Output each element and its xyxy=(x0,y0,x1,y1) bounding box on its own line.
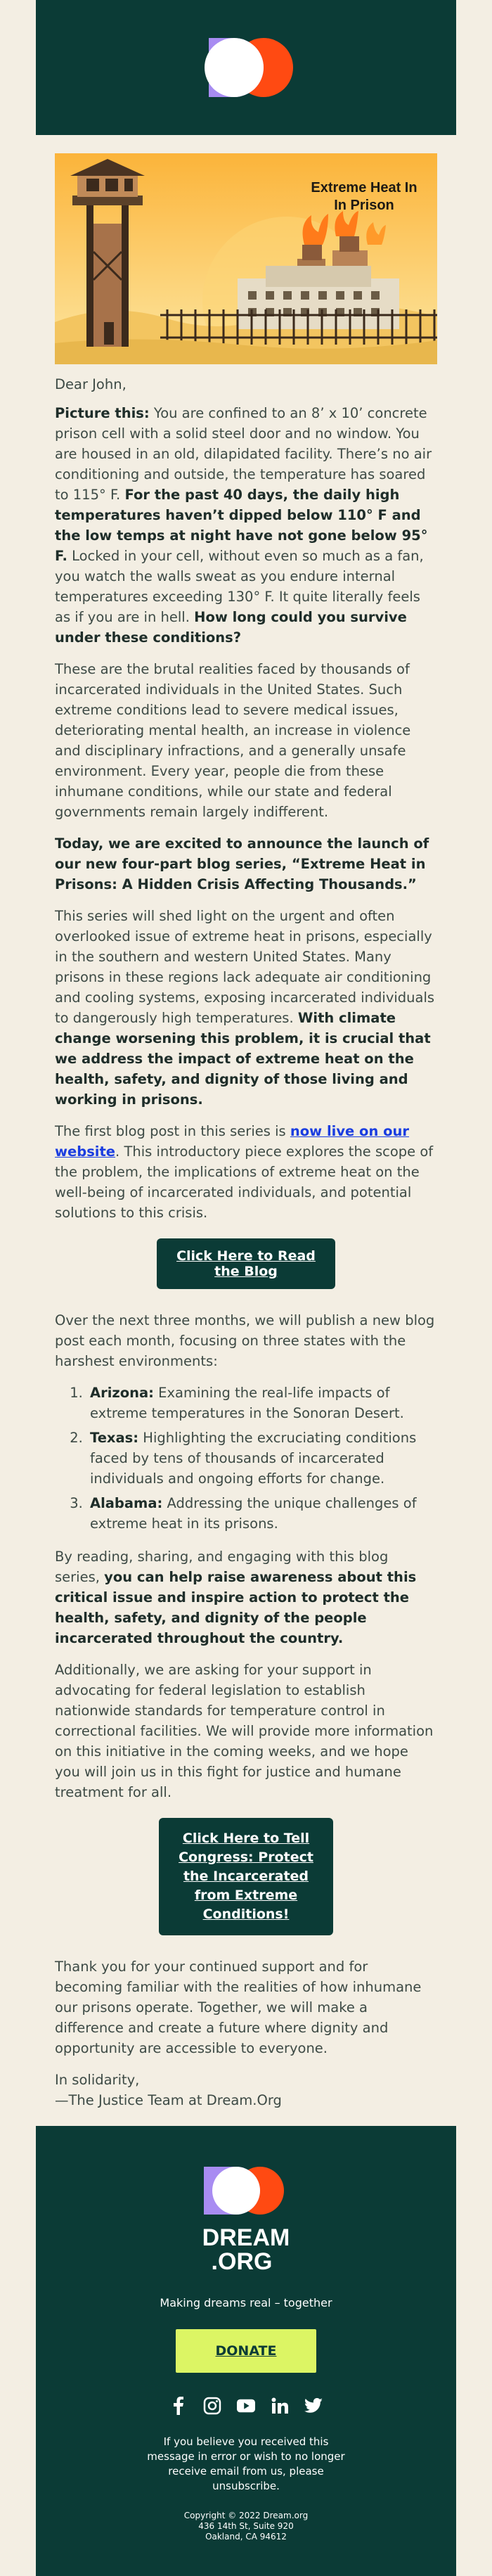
tell-congress-button[interactable]: Click Here to Tell Congress: Protect the Incarcerated from Extreme Conditions! xyxy=(159,1818,333,1935)
paragraph-intro xyxy=(55,403,437,648)
intro-text-a: You are confined to an 8’ x 10’ concrete prison cell with a solid steel door and no window. You are housed in an old, dilapidated facility. There’s no air conditioning and outside, the temperature has soared to 115° F. xyxy=(55,405,432,503)
first-post-text-b: . This introductory piece explores the scope of the problem, the implications of extreme heat on the well-being of incarcerated individuals, and potential solutions to this crisis. xyxy=(55,1143,434,1221)
website-link[interactable]: now live on our website xyxy=(55,1123,410,1160)
paragraph-thanks: Thank you for your continued support and for becoming familiar with the realities of how inhumane our prisons operate. Together, we will make a difference and create a future where dignity and opportunity are accessible to everyone. xyxy=(55,1959,422,2056)
email-header xyxy=(36,0,456,135)
hero-title-line1: Extreme Heat In xyxy=(311,180,417,196)
twitter-icon[interactable] xyxy=(304,2397,323,2415)
youtube-icon[interactable] xyxy=(237,2397,255,2415)
first-post-text-a: The first blog post in this series is xyxy=(55,1123,290,1139)
state-desc: Highlighting the excruciating conditions faced by tens of thousands of incarcerated individuals and ongoing efforts for change. xyxy=(90,1430,417,1487)
series-text-a: This series will shed light on the urgent and often overlooked issue of extreme heat in prisons, especially in the southern and western United States. Many prisons in these regions lack adequate air conditioning and cooling systems, exposing incarcerated individuals to dangerously high temperatures. xyxy=(55,908,435,1026)
dream-logo-mark[interactable] xyxy=(193,32,299,103)
blog-button-row xyxy=(55,1238,437,1289)
greeting: Dear John, xyxy=(55,376,127,392)
paragraph-schedule: Over the next three months, we will publish a new blog post each month, focusing on three states with the harshest environments: xyxy=(55,1312,435,1369)
engage-text-a: By reading, sharing, and engaging with this blog series, xyxy=(55,1549,389,1585)
series-text-b: With climate change worsening this problem, it is crucial that we address the impact of extreme heat on the health, safety, and dignity of those living and working in prisons. xyxy=(55,1010,431,1108)
logo-text-dream: DREAM xyxy=(202,2224,290,2251)
paragraph-engage xyxy=(55,1546,437,1648)
signoff-line2: —The Justice Team at Dream.Org xyxy=(55,2092,282,2108)
signoff xyxy=(55,2070,437,2110)
state-desc: Addressing the unique challenges of extreme heat in its prisons. xyxy=(90,1495,417,1532)
hero-title-line2: In Prison xyxy=(334,198,394,213)
address-line1: 436 14th St, Suite 920 xyxy=(198,2521,294,2531)
intro-question: How long could you survive under these conditions? xyxy=(55,609,407,646)
state-desc: Examining the real-life impacts of extreme temperatures in the Sonoran Desert. xyxy=(90,1385,404,1421)
facebook-icon[interactable] xyxy=(169,2397,188,2415)
email-body xyxy=(36,135,456,2110)
intro-lead: Picture this: xyxy=(55,405,150,421)
list-item xyxy=(87,1493,437,1534)
unsubscribe-note: If you believe you received this message in error or wish to no longer receive email from us, please unsubscribe. xyxy=(147,2435,345,2492)
state-name: Alabama: xyxy=(90,1495,163,1511)
paragraph-first-post xyxy=(55,1121,437,1223)
email-container xyxy=(36,0,456,2576)
paragraph-announcement xyxy=(55,833,437,895)
signoff-line1: In solidarity, xyxy=(55,2072,140,2088)
state-name: Texas: xyxy=(90,1430,139,1446)
instagram-icon[interactable] xyxy=(203,2397,221,2415)
paragraph-series xyxy=(55,906,437,1110)
announcement-text: Today, we are excited to announce the launch of our new four-part blog series, “Extreme Heat in Prisons: A Hidden Crisis Affecting Thousands.” xyxy=(55,835,429,892)
linkedin-icon[interactable] xyxy=(271,2397,289,2415)
engage-text-b: you can help raise awareness about this critical issue and inspire action to protect the health, safety, and dignity of the people incarcerated throughout the country. xyxy=(55,1569,417,1646)
address-line2: Oakland, CA 94612 xyxy=(205,2532,287,2542)
states-list xyxy=(55,1383,437,1534)
intro-text-c: Locked in your cell, without even so much as a fan, you watch the walls sweat as you endure internal temperatures exceeding 130° F. It quite literally feels as if you are in hell. xyxy=(55,548,424,625)
hero-image xyxy=(55,153,437,364)
paragraph-legislation: Additionally, we are asking for your support in advocating for federal legislation to establish nationwide standards for temperature control in correctional facilities. We will provide more information on this initiative in the coming weeks, and we hope you will join us in this fight for justice and humane treatment for all. xyxy=(55,1662,434,1800)
donate-button[interactable]: DONATE xyxy=(176,2329,316,2373)
paragraph-realities: These are the brutal realities faced by thousands of incarcerated individuals in the United States. Such extreme conditions lead to severe medical issues, deteriorating mental health, an increase in violence and disciplinary infractions, and a generally unsafe environment. Every year, people die from these inhumane conditions, while our state and federal governments remain largely indifferent. xyxy=(55,661,411,820)
footer-tagline: Making dreams real – together xyxy=(160,2296,332,2309)
state-name: Arizona: xyxy=(90,1385,154,1401)
email-footer xyxy=(36,2126,456,2576)
copyright-block xyxy=(57,2511,435,2542)
logo-text-org: .ORG xyxy=(211,2248,273,2275)
intro-text-b: For the past 40 days, the daily high temperatures haven’t dipped below 110° F and the low temps at night have not gone below 95° F. xyxy=(55,487,428,564)
social-links xyxy=(57,2397,435,2415)
congress-button-row xyxy=(55,1818,437,1935)
dream-org-logo[interactable] xyxy=(197,2162,295,2275)
list-item xyxy=(87,1383,437,1423)
copyright: Copyright © 2022 Dream.org xyxy=(183,2511,309,2520)
list-item xyxy=(87,1428,437,1489)
read-blog-button[interactable]: Click Here to Read the Blog xyxy=(157,1238,335,1289)
